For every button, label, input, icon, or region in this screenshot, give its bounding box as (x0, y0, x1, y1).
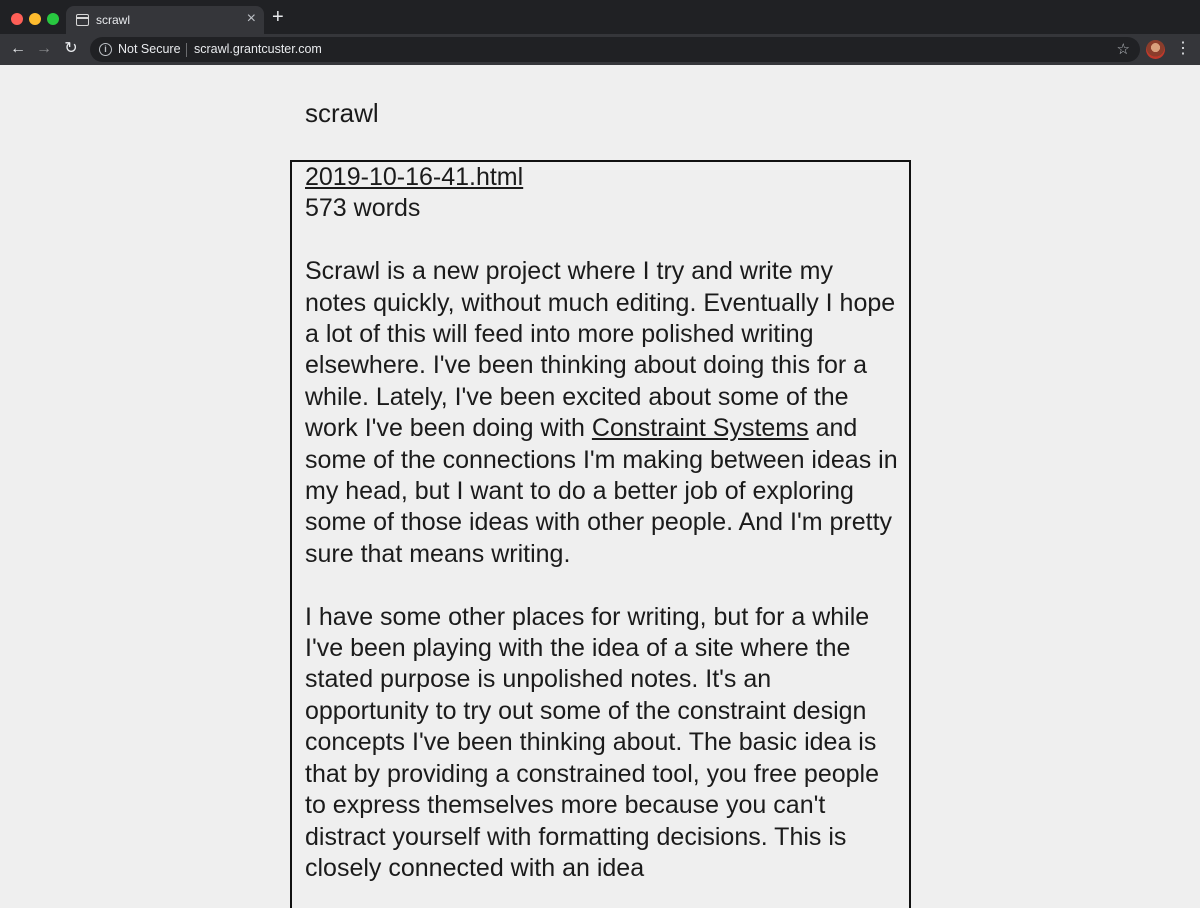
url-text[interactable]: scrawl.grantcuster.com (194, 42, 322, 56)
page-favicon-icon (76, 14, 89, 26)
close-window-button[interactable] (11, 13, 23, 25)
browser-tab[interactable] (66, 6, 264, 34)
constraint-systems-link[interactable]: Constraint Systems (591, 414, 809, 443)
forward-icon[interactable]: → (36, 40, 52, 57)
more-vert-icon[interactable]: ⋮ (1175, 40, 1191, 57)
entry-paragraph-1 (305, 256, 901, 570)
paragraph-text: Scrawl is a new project where I try and write my notes quickly, without much editing. Eventually I hope a lot of this will feed into more polished writing elsewhere. I've been thinking about doing this for a while. Lately, I've been excited about some of the work I've been doing with (305, 257, 896, 443)
browser-toolbar (0, 34, 1200, 65)
security-label[interactable]: Not Secure (118, 42, 181, 56)
address-bar[interactable] (90, 37, 1140, 62)
bookmark-star-icon[interactable]: ☆ (1116, 41, 1130, 58)
back-icon[interactable]: ← (10, 40, 26, 57)
reload-icon[interactable]: ↻ (64, 40, 78, 57)
info-icon[interactable]: i (99, 43, 112, 56)
tab-title: scrawl (96, 13, 131, 27)
profile-avatar[interactable] (1146, 40, 1165, 59)
maximize-window-button[interactable] (47, 13, 59, 25)
close-tab-icon[interactable]: × (246, 10, 256, 27)
entry-content (305, 162, 901, 884)
site-title: scrawl (305, 98, 379, 128)
new-tab-icon[interactable]: + (272, 6, 284, 28)
browser-titlebar (0, 0, 1200, 34)
url-separator (186, 43, 187, 57)
minimize-window-button[interactable] (29, 13, 41, 25)
entry-filename-link[interactable]: 2019-10-16-41.html (305, 163, 524, 191)
entry-paragraph-2: I have some other places for writing, but for a while I've been playing with the idea of a site where the stated purpose is unpolished notes. It's an opportunity to try out some of the constraint design concepts I've been thinking about. The basic idea is that by providing a constrained tool, you free people to express themselves more because you can't distract yourself with formatting decisions. This is closely connected with an idea (305, 602, 879, 882)
entry-word-count: 573 words (305, 194, 421, 223)
entry-card (290, 160, 911, 908)
paragraph-text: and some of the connections I'm making between ideas in my head, but I want to do a better job of exploring some of those ideas with other people. And I'm pretty sure that means writing. (305, 414, 898, 568)
